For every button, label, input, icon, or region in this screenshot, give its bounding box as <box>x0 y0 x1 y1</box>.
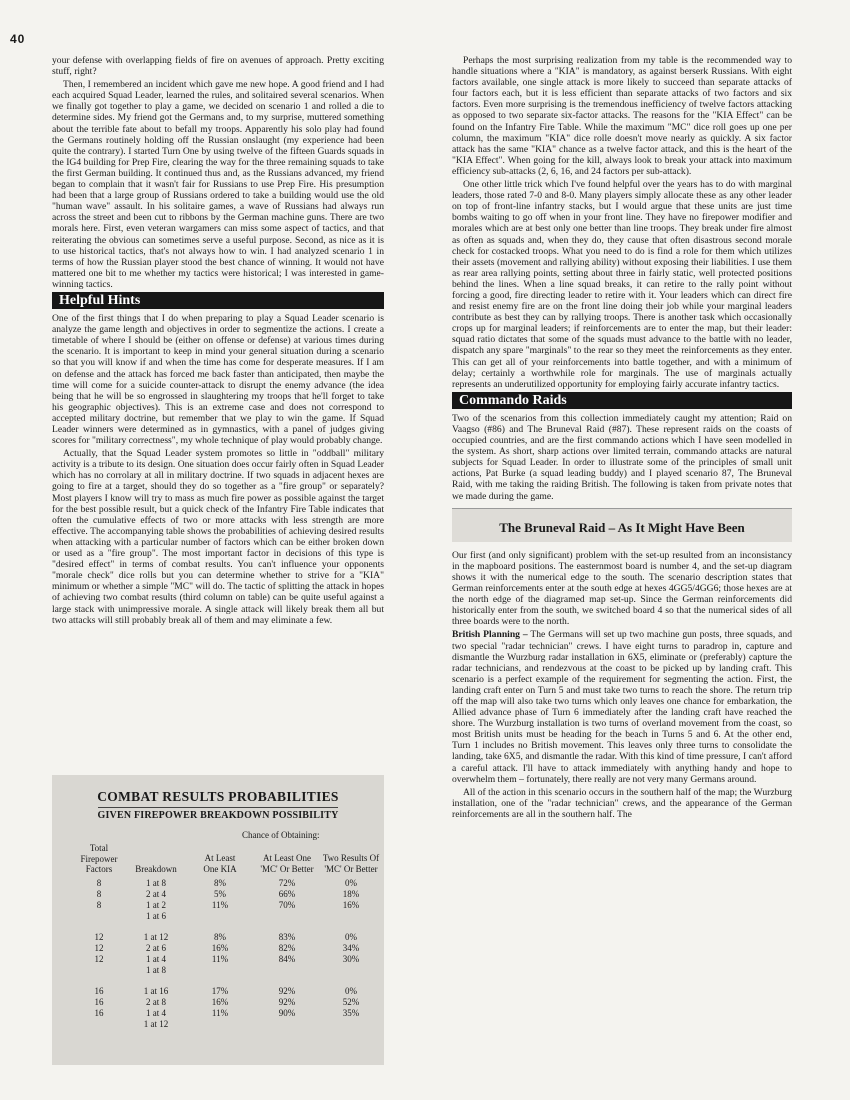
cell-breakdown: 1 at 6 <box>146 911 166 921</box>
cell-two-results: 16% <box>342 900 360 910</box>
cell-kia: 11% <box>211 1008 229 1018</box>
british-planning-label: British Planning – <box>452 629 528 641</box>
cell-two-results: 34% <box>342 943 360 953</box>
paragraph: Then, I remembered an incident which gave me new hope. A good friend and I had each acquired Squad Leader, learned the rules, and solitaired several scenarios. When we finally got together to play a game, we decided on scenario 1 and rolled a die to determine sides. My friend got the Germans and, to my surprise, muttered something about the terrible fate about to befall my troops. Apparently his solo play had found the Germans routinely holding off the Russian onslaught (my experience had been quite the contrary). I started Turn One by using twelve of the fifteen Guards squads in the IG4 building for Prep Fire, clearing the way for the three remaining squads to take the first German building. It continued thus and, as the Russians advanced, my friend began to complain that it wasn't fair for Russians to use Prep Fire. His presumption had been that a large group of Russians ordered to take a building would use the old "human wave" assault. In his solitaire games, a wave of Russians had always run across the street and been cut to ribbons by the German machine guns. There are two morals here. First, even veteran wargamers can miss some aspect of tactics, and that reiterating the obvious can sometimes serve a useful purpose. Second, as nice as it is to use historical tactics, that's not always how to win. I had analyzed scenario 1 in terms of how the Russian player stood the best chance of winning. It would not have mattered one bit to me whether my tactics were historical; I was interested in game-winning tactics. <box>52 79 384 290</box>
cell-breakdown: 1 at 8 <box>146 878 166 888</box>
cell-factors: 16 <box>94 986 104 996</box>
cell-kia: 8% <box>214 878 226 888</box>
header-total: Total Firepower Factors <box>80 843 118 874</box>
cell-two-results: 0% <box>345 932 357 942</box>
cell-breakdown: 2 at 6 <box>146 943 166 953</box>
cell-two-results: 30% <box>342 954 360 964</box>
cell-breakdown: 1 at 4 <box>146 954 166 964</box>
cell-mc: 92% <box>278 997 296 1007</box>
cell-mc: 83% <box>278 932 296 942</box>
cell-mc: 66% <box>278 889 296 899</box>
cell-factors: 8 <box>96 889 102 899</box>
cell-two-results: 35% <box>342 1008 360 1018</box>
table-chance-label: Chance of Obtaining: <box>242 830 320 840</box>
section-heading-commando-raids: Commando Raids <box>452 392 792 409</box>
cell-factors: 12 <box>94 954 104 964</box>
paragraph: One of the first things that I do when preparing to play a Squad Leader scenario is analyze the game length and objectives in order to segmentize the actions. I create a timetable of where I should be (either on offense or defense) at various times during the scenario. It is important to keep in mind your general situation during a scenario so that you will know if and when the time has come for desperate measures. If I am on defense and the attack has forced me back faster than anticipated, then maybe the time will come for a suicide counter-attack to disrupt the enemy advance (the idea being that he will be so engrossed in slaughtering my troops that he'll forget to take his geographic objectives). This is an extreme case and does not correspond to accepted military doctrine, but remember that we play to win the game. If Squad Leader winners were determined as in gymnastics, with a panel of judges giving scores for "military correctness", my whole technique of play would probably change. <box>52 313 384 447</box>
cell-factors: 12 <box>94 932 104 942</box>
paragraph <box>452 629 792 784</box>
cell-mc: 90% <box>278 1008 296 1018</box>
cell-two-results: 0% <box>345 878 357 888</box>
paragraph: All of the action in this scenario occurs in the southern half of the map; the Wurzburg installation, one of the "radar technician" crews, and the appearance of the German reinforcements are all in the southern half. The <box>452 786 792 820</box>
cell-breakdown: 2 at 8 <box>146 997 166 1007</box>
cell-mc: 70% <box>278 900 296 910</box>
cell-factors: 16 <box>94 997 104 1007</box>
cell-kia: 11% <box>211 954 229 964</box>
cell-breakdown: 1 at 12 <box>143 1019 169 1029</box>
cell-breakdown: 2 at 4 <box>146 889 166 899</box>
cell-two-results: 52% <box>342 997 360 1007</box>
cell-breakdown: 1 at 2 <box>146 900 166 910</box>
paragraph: Perhaps the most surprising realization from my table is the recommended way to handle situations where a "KIA" is mandatory, as against berserk Russians. With eight factors available, one single attack is more likely to succeed than separate attacks of four factors each, but it is less efficient than separate attacks of two factors and six factors. Even more surprising is the tremendous inefficiency of twelve factors attacking as opposed to two separate six-factor attacks. The reasons for the "KIA Effect" can be found on the Infantry Fire Table. While the maximum "MC" dice roll goes up one per column, the maximum "KIA" dice rolle doesn't move nearly as quickly. A six factor attack has the same "KIA" chance as a twelve factor attack, and this is the heart of the "KIA Effect". When going for the kill, always look to break your attack into maximum efficiency sub-attacks (2, 6, 16, and 24 factors per sub-attack). <box>452 55 792 177</box>
paragraph: Actually, that the Squad Leader system promotes so little in "oddball" military activity is a tribute to its design. One situation does occur fairly often in Squad Leader which has no corrolary at all in military doctrine. If two squads in adjacent hexes are going to fire at a target, should they do so together as a "fire group" or separately? Most players I know will try to mass as much fire power as possible against the target for the best possible result, but a quick check of the Infantry Fire Table indicates that often the cumulative effects of two or more attacks with less strength are more effective. The accompanying table shows the probabilities of achieving desired results when attacking with a particular number of factors which can be either broken down or used as a "fire group". The most important factor in decisions of this type is "desired effect" in terms of combat results. You can't influence your opponents "morale check" dice rolls but you can determine whether to strive for a "KIA" minimum or whether a simple "MC" will do. The tactic of splitting the attack in hopes of achieving two combat results (third column on table) can be quite useful against a large stack with unimpressive morale. A single attack will likely break them all but two attacks will still probably break all of them and may eliminate a few. <box>52 448 384 626</box>
header-mc: At Least One 'MC' Or Better <box>260 853 314 874</box>
paragraph: Our first (and only significant) problem with the set-up resulted from an inconsistancy in the mapboard positions. The easternmost board is number 4, and the set-up diagram shows it with the numerical edge to the south. The scenario description states that German reinforcements enter at the south edge at hexes 4GG5/4GG6; those hexes are at the north edge of the diagramed map set-up. Since the German reinforcements did historically enter from the south, we switched board 4 so that the numerical sides of all three boards were to the north. <box>452 549 792 628</box>
cell-kia: 16% <box>211 943 229 953</box>
cell-kia: 8% <box>214 932 226 942</box>
paragraph: One other little trick which I've found helpful over the years has to do with marginal leaders, those rated 7-0 and 8-0. Many players simply allocate these as any other leader on top of front-line infantry stacks, but I would argue that these units are just time bombs waiting to go off when in your front line. They have no firepower modifier and morales which are at best only one better than line troops. They break under fire almost as often as squads and, when they do, they cause that often disastrous second morale check for costacked troops. What you need to do is find a role for them which utilizes their assets (movement and rallying ability) without exposing their liabilities. I use them as rear area rallying points, setting about three in fairly static, well protected positions behind the lines. When a line squad breaks, it can retire to the rally point without forcing a good, fire directing leader to retire with it. Your leaders which can direct fire and resist enemy fire are on the front line doing their job while your marginal leaders contribute as best they can by rallying troops. There is another task which occasionally crops up for marginal leaders; if reinforcements are to enter the map, but their leader: squad ratio dictates that some of the squads must advance to the battle with no leader, dispatch any spare "marginals" to the rear so they meet the reinforcements as they enter. This can get all of your reinforcements into battle together, and with a minimum of delay; certainly a worthwhile role for marginals. The use of marginals actually represents an underutilized opportunity for employing fairly accurate infantry tactics. <box>452 179 792 390</box>
header-breakdown: Breakdown <box>135 864 177 874</box>
cell-factors: 8 <box>96 900 102 910</box>
section-heading-helpful-hints: Helpful Hints <box>52 292 384 309</box>
header-two-results: Two Results Of 'MC' Or Better <box>322 853 380 874</box>
cell-mc: 72% <box>278 878 296 888</box>
cell-breakdown: 1 at 8 <box>146 965 166 975</box>
cell-mc: 84% <box>278 954 296 964</box>
page-number: 40 <box>10 32 26 46</box>
cell-two-results: 18% <box>342 889 360 899</box>
paragraph: Two of the scenarios from this collection immediately caught my attention; Raid on Vaagso (#86) and The Bruneval Raid (#87). These represent raids on the coasts of occupied countries, and are the first commando actions which I have seen modelled in the system. As short, sharp actions over limited terrain, commando attacks are natural subjects for Squad Leader. In order to illustrate some of the principles of small unit actions, Pat Burke (a squad leading buddy) and I played scenario 87, The Bruneval Raid, with me taking the raiding British. The following is taken from private notes that we made during the game. <box>452 412 792 502</box>
combat-results-table <box>52 775 384 1065</box>
cell-breakdown: 1 at 16 <box>143 986 169 996</box>
table-divider <box>98 807 338 808</box>
cell-factors: 12 <box>94 943 104 953</box>
cell-mc: 82% <box>278 943 296 953</box>
cell-breakdown: 1 at 12 <box>143 932 169 942</box>
cell-two-results: 0% <box>345 986 357 996</box>
cell-factors: 16 <box>94 1008 104 1018</box>
cell-kia: 17% <box>211 986 229 996</box>
table-subtitle: GIVEN FIREPOWER BREAKDOWN POSSIBILITY <box>97 810 339 821</box>
cell-kia: 5% <box>214 889 226 899</box>
table-title: COMBAT RESULTS PROBABILITIES <box>97 789 339 804</box>
cell-factors: 8 <box>96 878 102 888</box>
cell-mc: 92% <box>278 986 296 996</box>
paragraph: your defense with overlapping fields of fire on avenues of approach. Pretty exciting stuff, right? <box>52 55 384 78</box>
cell-kia: 11% <box>211 900 229 910</box>
cell-breakdown: 1 at 4 <box>146 1008 166 1018</box>
right-column <box>452 55 792 1085</box>
british-planning-text: The Germans will set up two machine gun posts, three squads, and two special "radar technician" crews. I have eight turns to paradrop in, capture and dismantle the Wurzburg radar installation in 6X5, eliminate or (preferably) capture the radar technicians, and rendezvous at the coast to be picked up by landing craft. This scenario is a perfect example of the requirement for segmenting the action. First, the landing craft enter on Turn 5 and must take two turns to reach the shore. The return trip off the map will also take two turns which only leaves one chance for embarkation, the Allied advance phase of Turn 6 immediately after the landing craft have reached the shore. The Wurzburg installation is two turns of overland movement from the coast, so most British units must be heading for the beach in Turns 5 and 6. At the other end, Turn 1 includes no British movement. This leaves only three turns to consolidate the landing, take 6X5, and dismantle the radar. With this kind of time pressure, I can't afford a careful attack. I'll have to attack immediately with anything handy and hope to overwhelm them – fortunately, there really are not very many Germans around. <box>452 629 792 785</box>
header-kia: At Least One KIA <box>203 853 237 874</box>
cell-kia: 16% <box>211 997 229 1007</box>
subheading-bruneval-raid: The Bruneval Raid – As It Might Have Been <box>452 508 792 542</box>
